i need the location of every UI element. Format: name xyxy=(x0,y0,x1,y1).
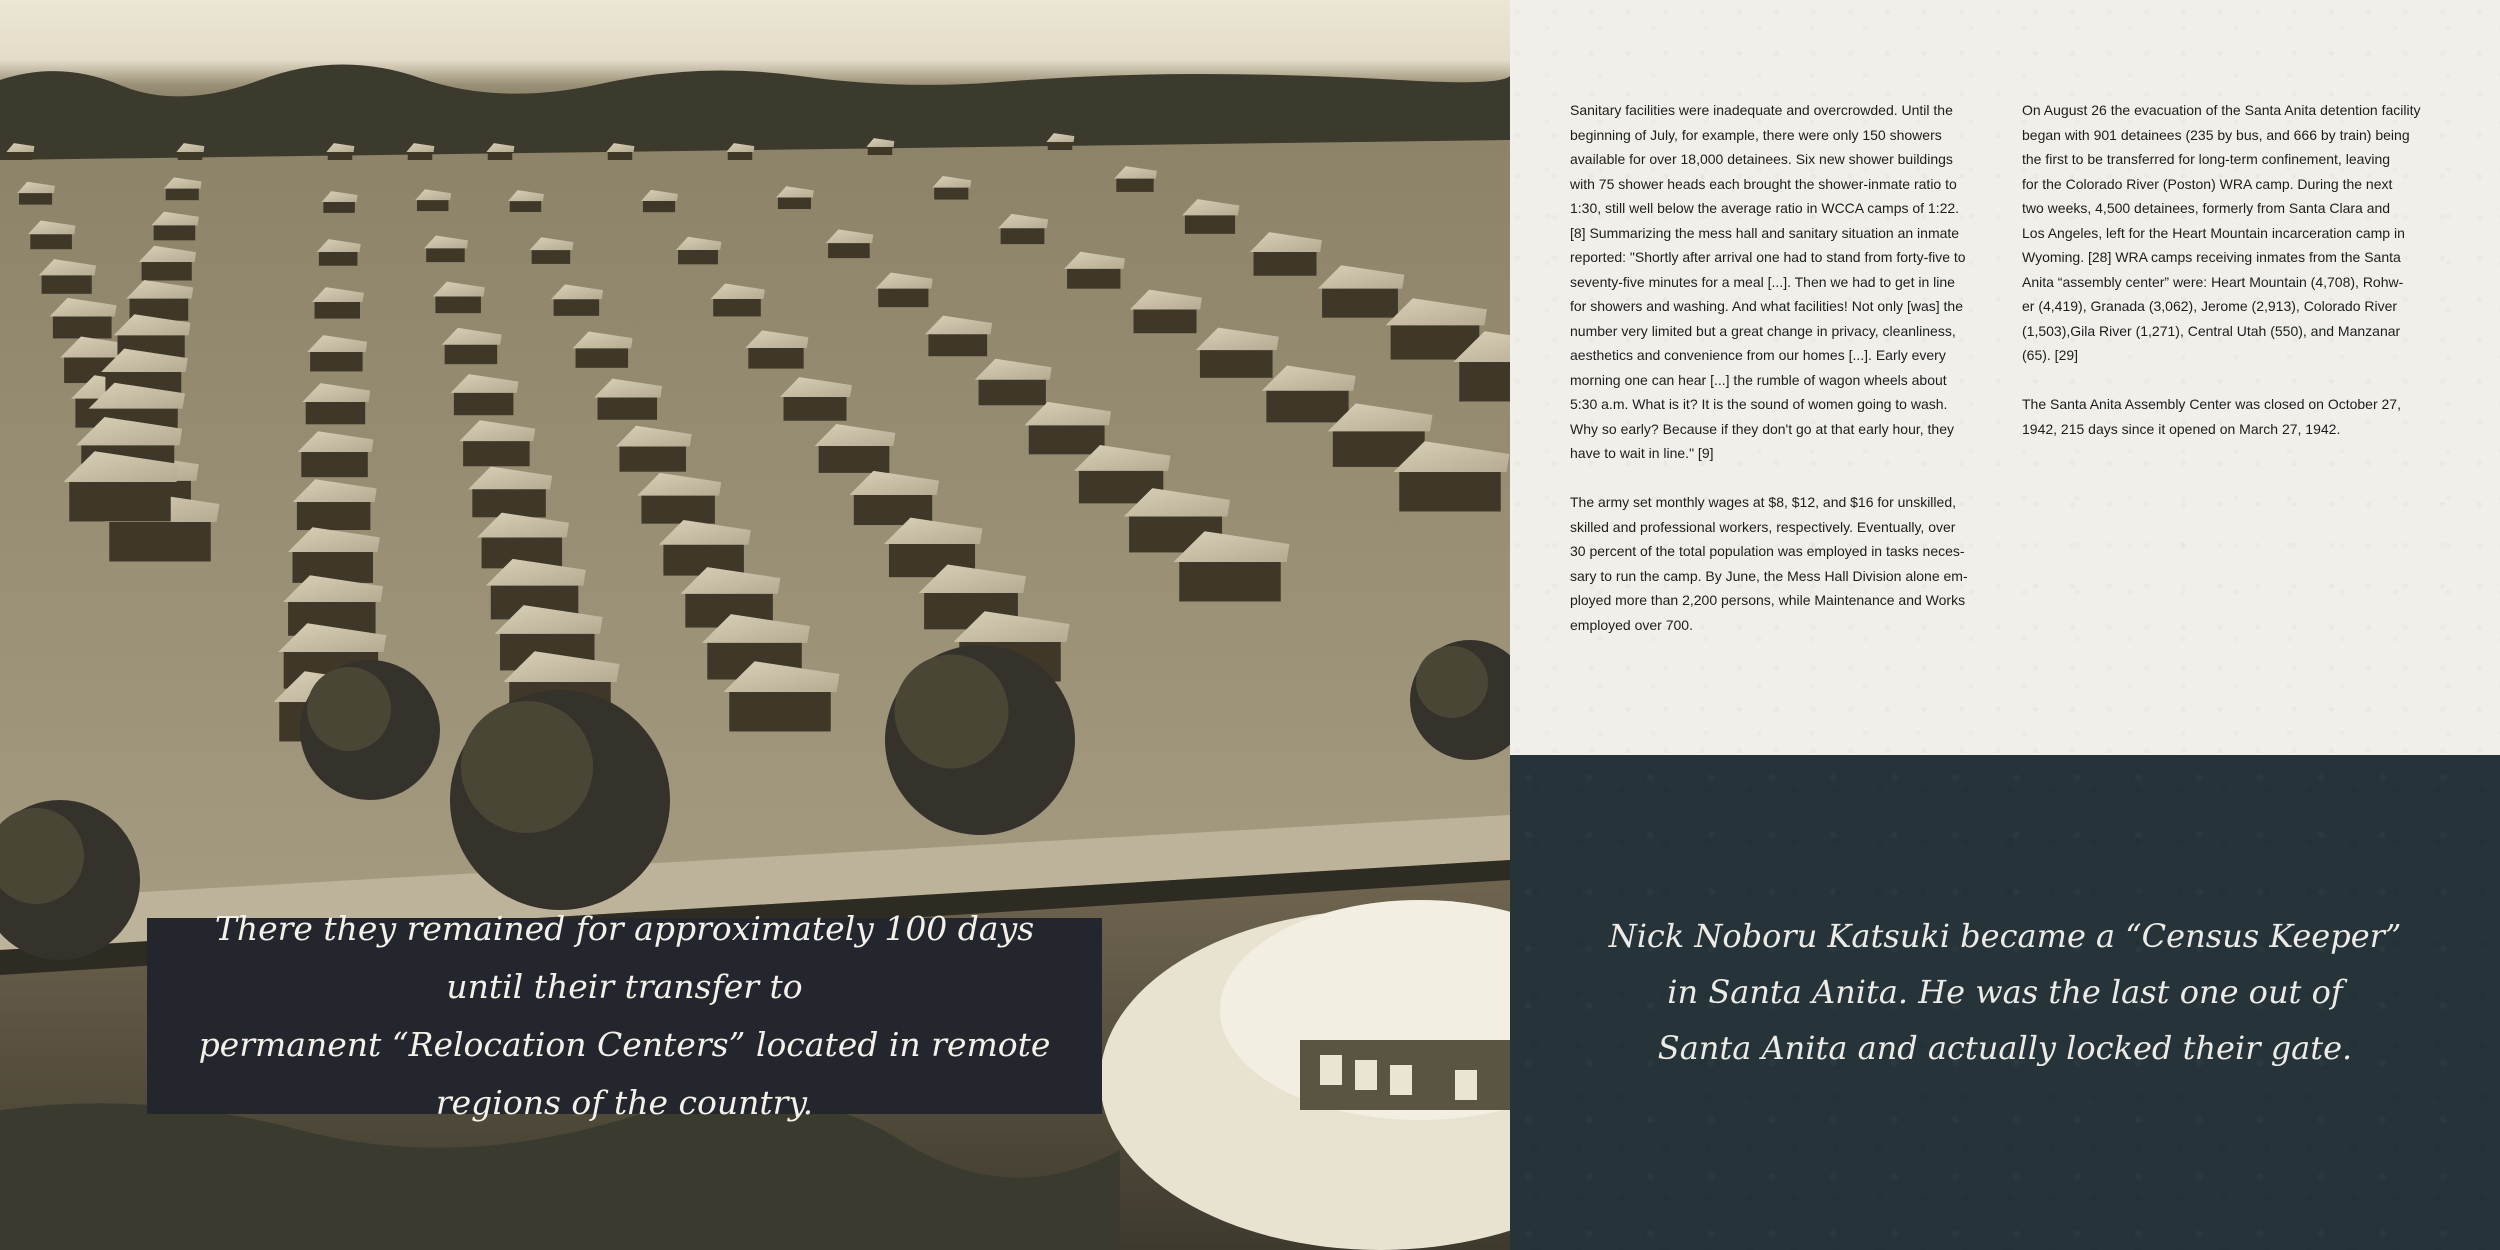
paragraph-closure: The Santa Anita Assembly Center was closed on October 27, 1942, 215 days since it opened on March 27, 1942. xyxy=(2022,396,2401,437)
paragraph-sanitary-facilities: Sanitary facilities were inadequate and overcrowded. Until the beginning of July, for example, there were only 150 showers available for over 18,000 detainees. Six new shower buildings with 75 shower heads each brought the shower-inmate ratio to 1:30, still well below the average ratio in WCCA camps of 1:22. [8] Summarizing the mess hall and sanitary situation an inmate reported: "Shortly after arrival one had to stand from forty-five to seventy-five minutes for a meal [...]. Then we had to get in line for showers and washing. And what facilities! Not only [was] the number very limited but a great change in privacy, cleanliness, aesthetics and convenience from our homes [...]. Early every morning one can hear [...] the rumble of wagon wheels about 5:30 a.m. What is it? It is the sound of women going to wash. Why so early? Because if they don't go at that early hour, they have to wait in line." [9] xyxy=(1570,102,1966,461)
paragraph-evacuation: On August 26 the evacuation of the Santa Anita detention facility began with 901 detainees (235 by bus, and 666 by train) being the first to be transferred for long-term confinement, leaving for the Colorado River (Poston) WRA camp. During the next two weeks, 4,500 detainees, formerly from Santa Clara and Los Angeles, left for the Heart Mountain incarceration camp in Wyoming. [28] WRA camps receiving inmates from the Santa Anita “assembly center” were: Heart Mountain (4,708), Rohw- er (4,419), Granada (3,062), Jerome (2,913), Colorado River (1,503),Gila River (1,271), Central Utah (550), and Manzanar (65). [29] xyxy=(2022,102,2421,363)
paragraph-army-wages: The army set monthly wages at $8, $12, and $16 for unskilled, skilled and professional workers, respectively. Eventually, over 30 percent of the total population was employed in tasks neces- sary to run the camp. By June, the Mess Hall Division alone em- ployed more than 2,200 persons, while Maintenance and Works employed over 700. xyxy=(1570,494,1968,633)
quote-panel xyxy=(1510,755,2500,1250)
article-column-left xyxy=(1570,98,1988,662)
article-column-right xyxy=(2022,98,2440,466)
article-page xyxy=(1510,0,2500,755)
caption-text: There they remained for approximately 100 days until their transfer to permanent “Relocation Centers” located in remote regions of the country. xyxy=(198,909,1051,1122)
photo-caption xyxy=(147,909,1102,1122)
pull-quote: Nick Noboru Katsuki became a “Census Keeper” in Santa Anita. He was the last one out of Santa Anita and actually locked their gate. xyxy=(1608,916,2402,1067)
